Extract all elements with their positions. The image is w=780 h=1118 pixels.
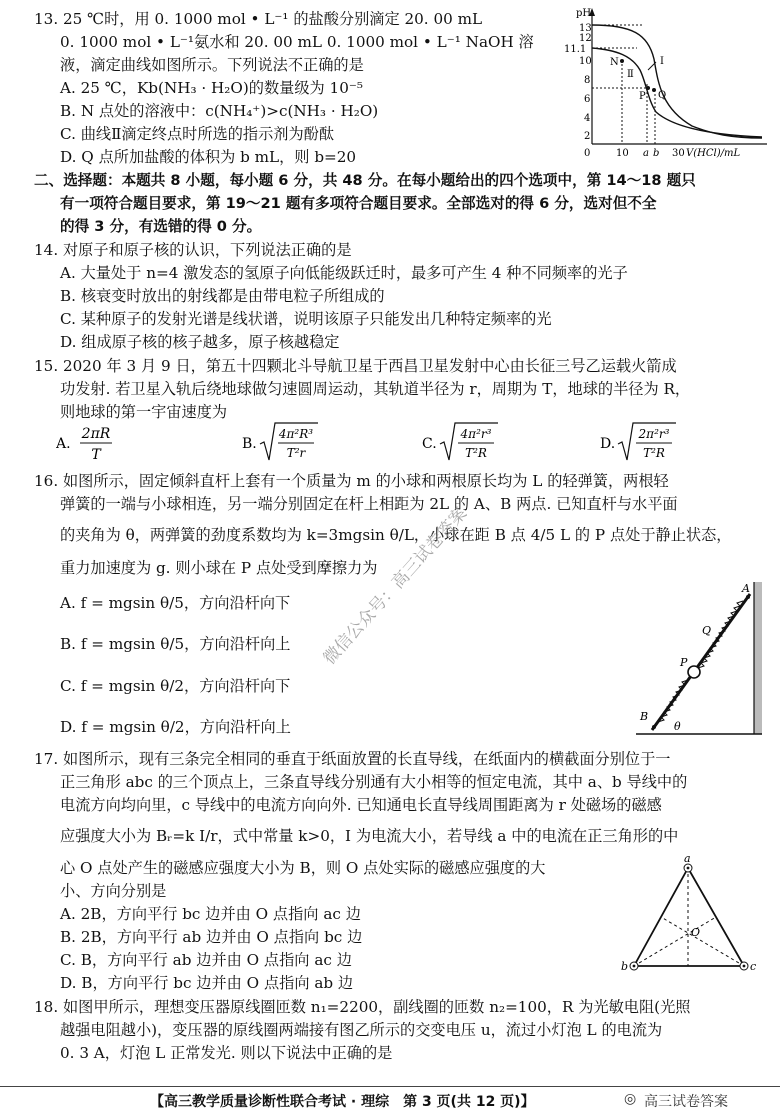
q15-option-denominator: T²r [286, 446, 306, 460]
q16-option-d: D. f = mgsin θ/2，方向沿杆向上 [60, 718, 291, 736]
wire-c-dot [743, 965, 746, 968]
q13-option-b: B. N 点处的溶液中：c(NH₄⁺)>c(NH₃ · H₂O) [60, 102, 379, 120]
graph-x-tick: a [643, 148, 649, 159]
triangle-wires-figure [618, 856, 760, 978]
point-Q [652, 88, 656, 92]
fig-label-P: P [680, 656, 688, 669]
q14-stem: 14. 对原子和原子核的认识，下列说法正确的是 [34, 241, 352, 259]
ball [688, 666, 700, 678]
q13-option-d: D. Q 点所加盐酸的体积为 b mL，则 b=20 [60, 148, 357, 166]
q17-line: 电流方向均向里，c 导线中的电流方向向外. 已知通电长直导线周围距离为 r 处磁场的磁感 [60, 796, 662, 814]
q17-option-c: C. B，方向平行 ab 边并由 O 点指向 ac 边 [60, 951, 352, 969]
q15-option-label: C. [422, 436, 437, 452]
point-N [620, 59, 624, 63]
graph-label-Q: Q [658, 90, 667, 101]
wall-hatch [754, 582, 762, 734]
q17-line: 心 O 点处产生的磁感应强度大小为 B，则 O 点处实际的磁感应强度的大 [60, 859, 546, 877]
graph-y-tick: 6 [584, 94, 591, 105]
q15-option-label: D. [600, 436, 616, 452]
q17-line: 正三角形 abc 的三个顶点上，三条直导线分别通有大小相等的恒定电流，其中 a、b 导线中的 [60, 773, 688, 791]
q18-line: 越强电阻越小)，变压器的原线圈两端接有图乙所示的交变电压 u，流过小灯泡 L 的电流为 [60, 1021, 663, 1039]
q16-line: 重力加速度为 g. 则小球在 P 点处受到摩擦力为 [60, 559, 378, 577]
q13-option-c: C. 曲线Ⅱ滴定终点时所选的指示剂为酚酞 [60, 125, 335, 143]
graph-label-II: Ⅱ [627, 69, 634, 80]
q16-line: 的夹角为 θ，两弹簧的劲度系数均为 k=3mgsin θ/L，小球在距 B 点 4/5 L 的 P 点处于静止状态， [60, 526, 732, 544]
q17-option-b: B. 2B，方向平行 ab 边并由 O 点指向 bc 边 [60, 928, 363, 946]
fig-label-A: A [742, 582, 750, 595]
fig-label-O: O [691, 926, 701, 939]
graph-label-P: P [639, 91, 646, 102]
median [634, 917, 716, 966]
fig-label-theta: θ [674, 720, 681, 733]
graph-label-I: Ⅰ [660, 56, 664, 67]
q15-option-c [422, 423, 498, 460]
q13-line: 13. 25 ℃时，用 0. 1000 mol • L⁻¹ 的盐酸分别滴定 20. 00 mL [34, 10, 483, 28]
rod [652, 594, 750, 730]
q15-option-a [56, 426, 112, 463]
q15-option-d [600, 423, 676, 460]
fig-label-Q: Q [702, 624, 712, 637]
page-footer [0, 1086, 780, 1115]
fig-label-a: a [684, 856, 691, 865]
q15-option-denominator: T²R [465, 446, 487, 460]
q18-line: 18. 如图甲所示，理想变压器原线圈匝数 n₁=2200，副线圈的匝数 n₂=100，R 为光敏电阻(光照 [34, 998, 691, 1016]
q15-line: 功发射. 若卫星入轨后绕地球做匀速圆周运动，其轨道半径为 r，周期为 T，地球的半径为 R， [60, 380, 691, 398]
graph-y-mark: 11.1 [564, 44, 587, 55]
graph-origin: 0 [584, 148, 591, 159]
graph-y-tick: 8 [584, 75, 591, 86]
q14-option-d: D. 组成原子核的核子越多，原子核越稳定 [60, 333, 340, 351]
q15-line: 15. 2020 年 3 月 9 日，第五十四颗北斗导航卫星于西昌卫星发射中心由长征三号乙运载火箭成 [34, 357, 677, 375]
q16-option-b: B. f = mgsin θ/5，方向沿杆向上 [60, 635, 291, 653]
section-2-line: 有一项符合题目要求，第 19～21 题有多项符合题目要求。全部选对的得 6 分，选对但不全 [60, 195, 657, 212]
graph-label-N: N [610, 57, 619, 68]
wire-a-dot [687, 867, 690, 870]
footer-wechat-icon: ◎ [624, 1091, 637, 1107]
wire-b-dot [633, 965, 636, 968]
q15-option-numerator: 2πR [81, 426, 111, 442]
q17-option-a: A. 2B，方向平行 bc 边并由 O 点指向 ac 边 [60, 905, 361, 923]
q14-option-c: C. 某种原子的发射光谱是线状谱，说明该原子只能发出几种特定频率的光 [60, 310, 552, 328]
q17-option-d: D. B，方向平行 bc 边并由 O 点指向 ab 边 [60, 974, 354, 992]
point-A [746, 595, 750, 599]
q17-line: 17. 如图所示，现有三条完全相同的垂直于纸面放置的长直导线，在纸面内的横截面分别位于一 [34, 750, 671, 768]
q13-line: 0. 1000 mol • L⁻¹氨水和 20. 00 mL 0. 1000 mol • L⁻¹ NaOH 溶 [60, 33, 534, 51]
q14-option-b: B. 核衰变时放出的射线都是由带电粒子所组成的 [60, 287, 385, 305]
triangle-abc [634, 868, 744, 966]
footer-brand: 高三试卷答案 [644, 1094, 728, 1110]
graph-y-tick: 13 [579, 23, 592, 34]
fig-label-b: b [621, 960, 629, 973]
q16-line: 16. 如图所示，固定倾斜直杆上套有一个质量为 m 的小球和两根原长均为 L 的轻弹簧，两根轻 [34, 472, 669, 490]
q16-option-c: C. f = mgsin θ/2，方向沿杆向下 [60, 677, 291, 695]
graph-y-tick: 10 [579, 56, 592, 67]
q13-line: 液，滴定曲线如图所示。下列说法不正确的是 [60, 56, 364, 74]
section-2-line: 的得 3 分，有选错的得 0 分。 [60, 218, 262, 235]
fig-label-c: c [750, 960, 757, 973]
q15-option-numerator: 4π²r³ [460, 427, 492, 441]
graph-y-tick: 2 [584, 131, 591, 142]
q15-option-denominator: T [91, 447, 101, 463]
q15-option-label: B. [242, 436, 257, 452]
section-2-line: 二、选择题：本题共 8 小题，每小题 6 分，共 48 分。在每小题给出的四个选项中，第 14～18 题只 [34, 172, 696, 189]
incline-rod-figure [636, 580, 770, 740]
graph-x-tick: 10 [616, 148, 629, 159]
footer-exam-title: 【高三教学质量诊断性联合考试 · 理综 第 3 页(共 12 页)】 [150, 1094, 535, 1110]
graph-y-tick: 4 [584, 113, 591, 124]
q15-line: 则地球的第一宇宙速度为 [60, 403, 228, 421]
curve-I [592, 25, 762, 138]
graph-x-tick: 30 [672, 148, 685, 159]
point-P [646, 86, 650, 90]
graph-y-tick: 12 [579, 33, 592, 44]
q17-line: 小、方向分别是 [60, 882, 167, 900]
q13-option-a: A. 25 ℃，Kb(NH₃ · H₂O)的数量级为 10⁻⁵ [60, 79, 363, 97]
q15-option-denominator: T²R [643, 446, 665, 460]
q14-option-a: A. 大量处于 n=4 激发态的氢原子向低能级跃迁时，最多可产生 4 种不同频率的光子 [60, 264, 628, 282]
median [661, 917, 744, 966]
q17-line: 应强度大小为 Bᵣ=k I/r，式中常量 k>0，I 为电流大小，若导线 a 中的电流在正三角形的中 [60, 827, 679, 845]
q16-line: 弹簧的一端与小球相连，另一端分别固定在杆上相距为 2L 的 A、B 两点. 已知直杆与水平面 [60, 495, 678, 513]
point-B [652, 725, 656, 729]
fig-label-B: B [640, 710, 649, 723]
q15-options [56, 420, 736, 466]
graph-x-tick: b [653, 148, 660, 159]
q15-option-label: A. [56, 436, 71, 452]
q15-option-b [242, 423, 318, 460]
watermark: 微信公众号：高三试卷答案 [319, 503, 472, 669]
q15-option-numerator: 4π²R³ [278, 427, 314, 441]
titration-graph [562, 4, 772, 164]
q15-option-numerator: 2π²r³ [638, 427, 670, 441]
graph-x-label: V(HCl)/mL [686, 148, 741, 159]
graph-y-label: pH [576, 8, 592, 19]
q16-option-a: A. f = mgsin θ/5，方向沿杆向下 [60, 594, 291, 612]
q18-line: 0. 3 A，灯泡 L 正常发光. 则以下说法中正确的是 [60, 1044, 393, 1062]
